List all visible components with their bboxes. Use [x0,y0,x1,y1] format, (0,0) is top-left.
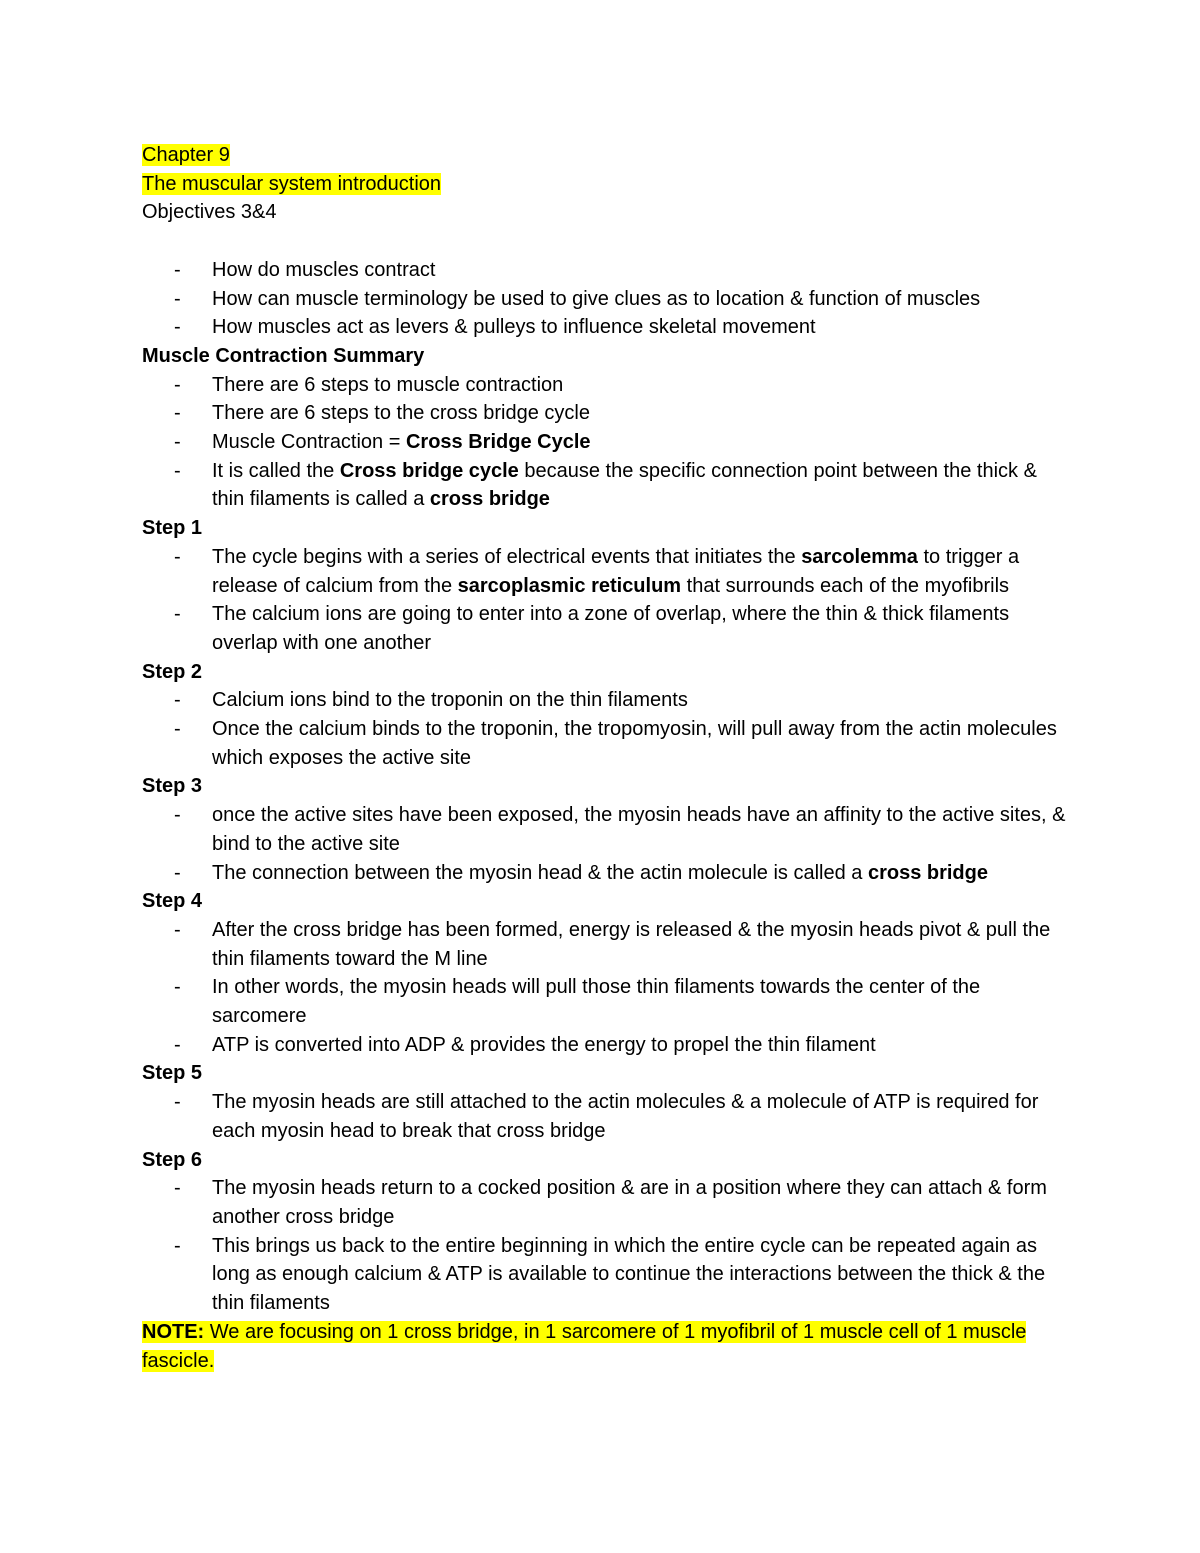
bold-term: cross bridge [867,861,988,884]
item-text: The cycle begins with a series of electrical events that initiates the [212,545,802,568]
bullet-dash: - [174,689,181,712]
item-text: There are 6 steps to the cross bridge cycle [212,402,590,425]
summary-heading: Muscle Contraction Summary [142,344,425,367]
item-text: It is called the [212,459,340,482]
item-text: This brings us back to the entire beginning in which the entire cycle can be repeated again as long as enough calcium & ATP is available to continue the interactions between the thick & the thin filaments [212,1234,1046,1315]
step-heading: Step 6 [142,1148,203,1171]
bold-term: Cross Bridge Cycle [405,431,591,454]
item-text: that surrounds each of the myofibrils [681,574,1010,597]
bullet-dash: - [174,918,181,941]
bullet-dash: - [174,603,181,626]
step-item [142,916,1070,973]
step-list [142,801,1070,887]
item-text: Calcium ions bind to the troponin on the thin filaments [212,689,688,712]
note-highlight [142,1321,1026,1372]
item-text: Muscle Contraction = [212,431,406,454]
bullet-dash: - [174,804,181,827]
item-text: The myosin heads return to a cocked position & are in a position where they can attach & form another cross bridge [212,1177,1047,1228]
note-text: We are focusing on 1 cross bridge, in 1 sarcomere of 1 myofibril of 1 muscle cell of 1 muscle fascicle. [142,1320,1027,1372]
bullet-dash: - [174,431,181,454]
step-heading: Step 1 [142,517,203,540]
document-subtitle: The muscular system introduction [142,172,442,195]
step-list [142,686,1070,772]
item-text: Once the calcium binds to the troponin, the tropomyosin, will pull away from the actin molecules which exposes the active site [212,718,1057,769]
bullet-dash: - [174,402,181,425]
step-list [142,916,1070,1060]
step-item [142,1232,1070,1318]
spacer [142,227,1070,256]
item-text: to trigger a release of calcium from the [212,545,1020,597]
item-text: ATP is converted into ADP & provides the energy to propel the thin filament [212,1033,876,1056]
note-paragraph [142,1318,1070,1375]
step-item [142,801,1070,858]
item-text: The calcium ions are going to enter into a zone of overlap, where the thin & thick filaments overlap with one another [212,603,1010,654]
summary-item [142,371,1070,400]
step-item [142,1031,1070,1060]
step-list [142,1174,1070,1318]
bullet-dash: - [174,373,181,396]
item-text: The myosin heads are still attached to the actin molecules & a molecule of ATP is required for each myosin head to break that cross bridge [212,1091,1039,1142]
bullet-dash: - [174,1177,181,1200]
bullet-dash: - [174,545,181,568]
bold-term: Cross bridge cycle [339,459,519,482]
step-item [142,859,1070,888]
bullet-dash: - [174,1033,181,1056]
bullet-dash: - [174,1091,181,1114]
summary-item [142,428,1070,457]
bold-term: cross bridge [429,488,550,511]
summary-item [142,399,1070,428]
steps-section [142,514,1070,1318]
step-item [142,1088,1070,1145]
objective-item: - How can muscle terminology be used to give clues as to location & function of muscles [174,287,981,310]
bullet-dash: - [174,459,181,482]
objectives-list [142,256,1070,342]
item-text: In other words, the myosin heads will pull those thin filaments towards the center of the sarcomere [212,976,981,1028]
summary-item [142,457,1070,514]
step-list [142,1088,1070,1145]
step-item [142,715,1070,772]
objective-item: - How do muscles contract [174,258,436,281]
step-item [142,973,1070,1030]
step-item [142,1174,1070,1231]
bullet-dash: - [174,1234,181,1257]
bullet-dash: - [174,861,181,884]
item-text: There are 6 steps to muscle contraction [212,373,564,396]
item-text: After the cross bridge has been formed, energy is released & the myosin heads pivot & pull the thin filaments toward the M line [212,918,1051,970]
item-text: because the specific connection point between the thick & thin filaments is called a [212,459,1037,511]
chapter-title: Chapter 9 [142,144,230,166]
bold-term: sarcolemma [801,545,918,568]
step-item [142,686,1070,715]
item-text: once the active sites have been exposed, the myosin heads have an affinity to the active sites, & bind to the active site [212,804,1066,855]
bullet-dash: - [174,976,181,999]
bullet-dash: - [174,718,181,741]
item-text: The connection between the myosin head & the actin molecule is called a [212,861,868,884]
step-item [142,600,1070,657]
step-heading: Step 4 [142,890,203,913]
objective-item: - How muscles act as levers & pulleys to influence skeletal movement [174,316,816,339]
objectives-label: Objectives 3&4 [142,201,277,224]
note-label: NOTE: [142,1320,205,1343]
step-heading: Step 5 [142,1062,203,1085]
step-heading: Step 2 [142,660,203,683]
step-item [142,543,1070,600]
bold-term: sarcoplasmic reticulum [457,574,682,597]
summary-list [142,371,1070,515]
step-heading: Step 3 [142,775,203,798]
step-list [142,543,1070,658]
